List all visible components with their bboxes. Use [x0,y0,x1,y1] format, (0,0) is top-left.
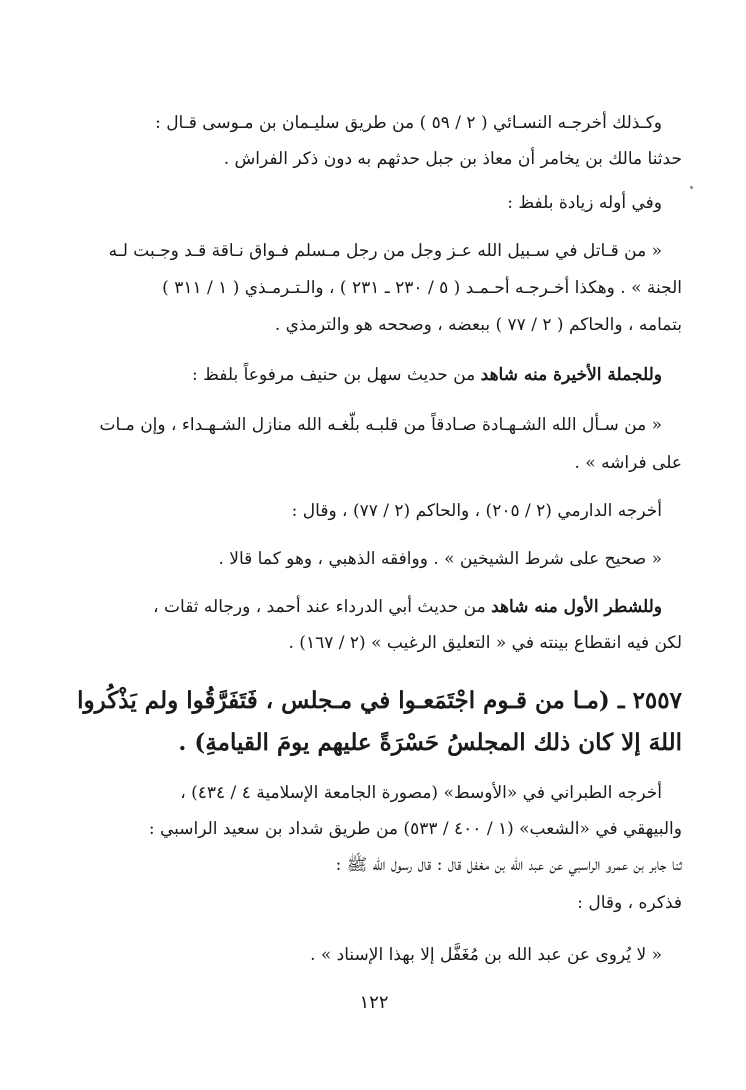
paragraph-4-line-1 [66,358,682,393]
speck-mark [690,186,693,189]
takhrij-line-4: فذكره ، وقال : [577,893,682,913]
paragraph-7-line-1: « صحيح على شرط الشيخين » . ووافقه الذهبي ، وهو كما قالا . [218,549,662,569]
hadith-line-2: اللهَ إلا كان ذلك المجلسُ حَسْرَةً عليهم يومَ القيامةِ) . [178,729,682,756]
quote-2-line-2: على فراشه » . [574,453,682,473]
shatr-text: من حديث أبي الدرداء عند أحمد ، ورجاله ثقات ، [153,597,492,617]
quote-1-line-3: بتمامه ، والحاكم ( ٢ / ٧٧ ) ببعضه ، وصححه هو والترمذي . [274,315,682,335]
takhrij-line-1: أخرجه الطبراني في «الأوسط» (مصورة الجامعة الإسلامية ٤ / ٤٣٤) ، [180,783,662,803]
takhrij-line-2: والبيهقي في «الشعب» (١ / ٤٠٠ / ٥٣٣) من طريق شداد بن سعيد الراسبي : [148,819,682,839]
quote-2-line-1: « من سـأل الله الشـهـادة صـادقاً من قلبـه بلّغـه الله منازل الشـهـداء ، وإن مـات [99,415,662,435]
shatr-heading: وللشطر الأول منه شاهد [491,597,662,617]
paragraph-6-line-1: أخرجه الدارمي (٢ / ٢٠٥) ، والحاكم (٢ / ٧٧) ، وقال : [291,501,662,521]
paragraph-1-line-2: حدثنا مالك بن يخامر أن معاذ بن جبل حدثهم به دون ذكر الفراش . [223,149,682,169]
paragraph-1-line-1: وكـذلك أخرجـه النسـائي ( ٢ / ٥٩ ) من طريق سليـمان بن مـوسى قـال : [155,113,662,133]
takhrij-quote: « لا يُروى عن عبد الله بن مُغَفَّل إلا بهذا الإسناد » . [310,945,662,965]
shahid-text: من حديث سهل بن حنيف مرفوعاً بلفظ : [192,365,481,385]
quote-1-line-2: الجنة » . وهكذا أخـرجـه أحـمـد ( ٥ / ٢٣٠ ـ ٢٣١ ) ، والـتـرمـذي ( ١ / ٣١١ ) [162,278,682,298]
shahid-heading: وللجملة الأخيرة منه شاهد [480,365,662,385]
paragraph-2-line-1: وفي أوله زيادة بلفظ : [507,193,662,213]
quote-1-line-1: « من قـاتل في سـبيل الله عـز وجل من رجل مـسلم فـواق نـاقة قـد وجـبت لـه [108,241,662,261]
page-number: ١٢٢ [359,992,389,1013]
paragraph-8-line-1 [66,590,682,625]
book-page [66,96,682,1050]
takhrij-line-3: ثنا جابر بن عمرو الراسبي عن عبد الله بن مغفل قال : قال رسول الله ﷺ : [335,855,682,875]
hadith-line-1: ٢٥٥٧ ـ (مـا من قـوم اجْتَمَعـوا في مـجلس ، فَتَفَرَّقُوا ولم يَذْكُروا [77,687,682,714]
paragraph-8-line-2: لكن فيه انقطاع بينته في « التعليق الرغيب » (٢ / ١٦٧) . [288,633,682,653]
